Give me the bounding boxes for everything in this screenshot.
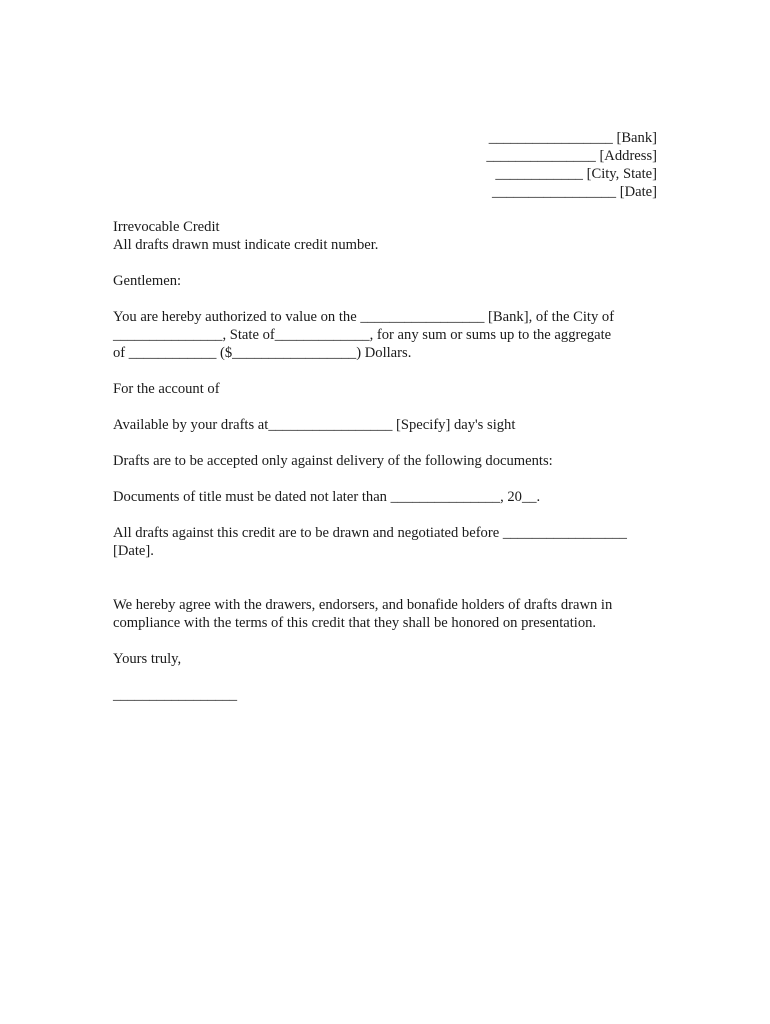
letter-body: [113, 218, 658, 722]
agreement-line-1: We hereby agree with the drawers, endorsers, and bonafide holders of drafts drawn in: [113, 597, 613, 613]
negotiation-line-2: [Date].: [113, 543, 154, 559]
closing-paragraph: [113, 650, 658, 668]
credit-note: All drafts drawn must indicate credit number.: [113, 237, 379, 253]
salutation: Gentlemen:: [113, 273, 182, 289]
agreement-line-2: compliance with the terms of this credit that they shall be honored on presentation.: [113, 615, 597, 631]
signature-paragraph: [113, 686, 658, 704]
documents-intro-text: Drafts are to be accepted only against delivery of the following documents:: [113, 453, 553, 469]
bank-line: _________________ [Bank]: [488, 130, 657, 146]
city-state-line: ____________ [City, State]: [495, 166, 657, 182]
documents-paragraph: [113, 452, 658, 470]
negotiation-line-1: All drafts against this credit are to be drawn and negotiated before _________________: [113, 525, 627, 541]
authorization-line-3: of ____________ ($_________________) Dollars.: [113, 345, 412, 361]
available-paragraph: [113, 416, 658, 434]
available-text: Available by your drafts at_________________ [Specify] day's sight: [113, 417, 516, 433]
authorization-paragraph: [113, 308, 658, 362]
address-line: _______________ [Address]: [486, 148, 657, 164]
authorization-line-1: You are hereby authorized to value on the _________________ [Bank], of the City of: [113, 309, 615, 325]
negotiation-paragraph: [113, 524, 658, 560]
closing-text: Yours truly,: [113, 651, 182, 667]
date-line: _________________ [Date]: [492, 184, 657, 200]
salutation-paragraph: [113, 272, 658, 290]
account-text: For the account of: [113, 381, 220, 397]
title-dated-paragraph: [113, 488, 658, 506]
title-dated-text: Documents of title must be dated not later than _______________, 20__.: [113, 489, 541, 505]
account-paragraph: [113, 380, 658, 398]
agreement-paragraph: [113, 596, 658, 632]
credit-title: Irrevocable Credit: [113, 219, 220, 235]
signature-line: _________________: [113, 687, 238, 703]
authorization-line-2: _______________, State of_____________, for any sum or sums up to the aggregate: [113, 327, 612, 343]
bank-address-block: [486, 129, 657, 201]
credit-heading: [113, 218, 658, 254]
